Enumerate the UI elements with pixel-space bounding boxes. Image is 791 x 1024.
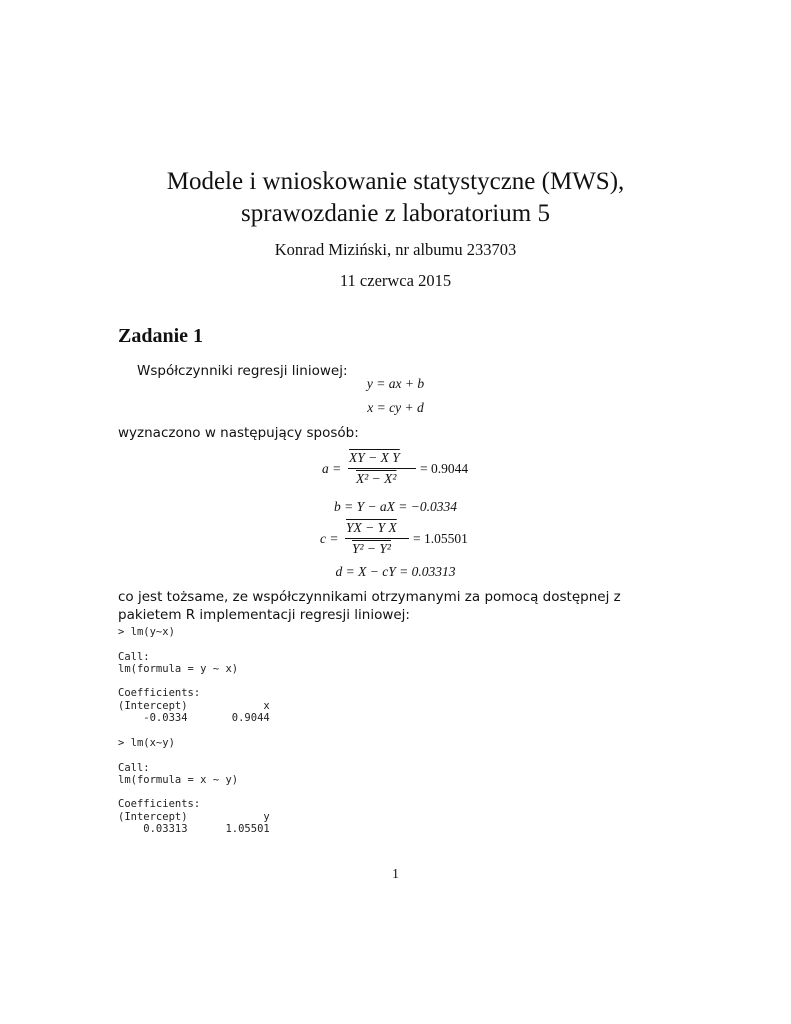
paragraph-intro: Współczynniki regresji liniowej: [137,363,348,379]
paper-title [0,166,791,230]
equation-d: d = X − cY = 0.03313 [335,564,456,579]
equation-b: b = Y − aX = −0.0334 [333,499,458,514]
author-line: Konrad Miziński, nr albumu 233703 [274,240,517,259]
equation-c-lhs: c = [320,531,339,546]
equation-a-lhs: a = [322,461,342,476]
equation-a-numerator: XY − X Y [349,450,400,465]
page-number: 1 [392,866,399,881]
title-line-2: sprawozdanie z laboratorium 5 [241,200,550,227]
r-output-block-1: > lm(y~x) Call: lm(formula = y ~ x) Coefficients: (Intercept) x -0.0334 0.9044 [118,626,270,725]
equation-x: x = cy + d [367,400,424,415]
equation-a-denominator: X² − X² [356,471,397,486]
paragraph-comparison: co jest tożsame, ze współczynnikami otrzymanymi za pomocą dostępnej z pakietem R implementacji regresji liniowej: [118,589,621,623]
equation-c-numerator: YX − Y X [346,520,397,535]
section-heading: Zadanie 1 [118,325,204,347]
equation-c-denominator: Y² − Y² [352,541,391,556]
equation-c-result: = 1.05501 [413,531,468,546]
equation-c [320,520,520,562]
date-line: 11 czerwca 2015 [339,271,452,290]
title-line-1: Modele i wnioskowanie statystyczne (MWS), [166,168,625,195]
r-output-block-2: > lm(x~y) Call: lm(formula = x ~ y) Coefficients: (Intercept) y 0.03313 1.05501 [118,737,270,836]
fraction-bar [345,538,409,539]
fraction-bar [348,468,416,469]
equation-a [322,450,522,492]
equation-a-result: = 0.9044 [420,461,469,476]
paragraph-method: wyznaczono w następujący sposób: [118,425,359,441]
equation-y: y = ax + b [366,376,425,391]
